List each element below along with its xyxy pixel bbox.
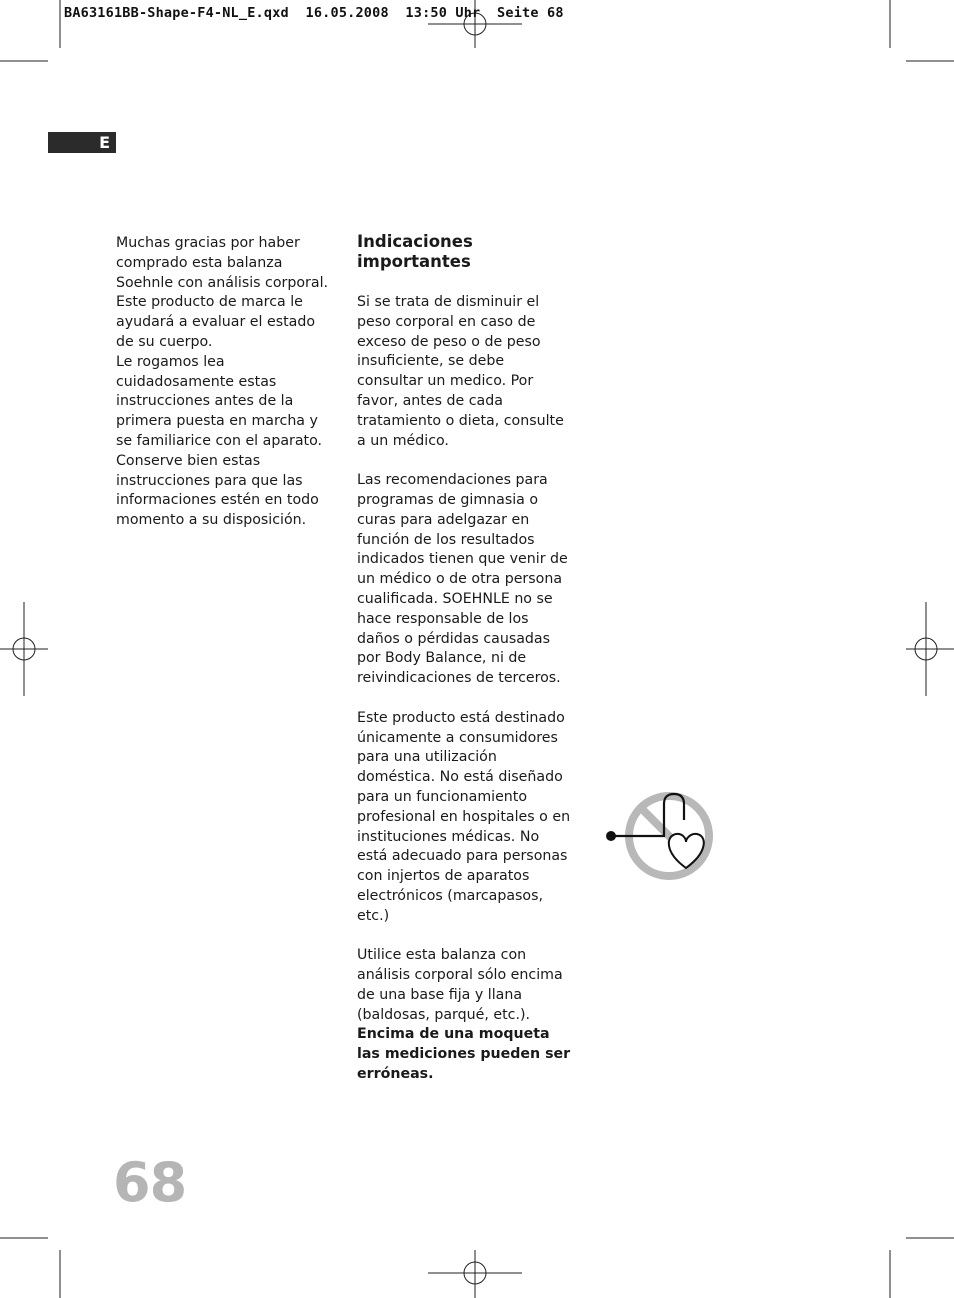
print-slug-line: BA63161BB-Shape-F4-NL_E.qxd 16.05.2008 13:50 Uhr Seite 68: [64, 5, 564, 21]
intro-paragraph: Le rogamos lea cuidadosamente estas instrucciones antes de la primera puesta en marcha y se familiarice con el aparato.: [116, 353, 323, 449]
intro-paragraph: Muchas gracias por haber comprado esta balanza Soehnle con análisis corporal.: [116, 235, 329, 291]
notes-paragraph: Este producto está destinado únicamente a consumidores para una utilización doméstica. No está diseñado para un funcionamiento profesional en hospitales o en instituciones médicas. No está adecuado para personas con injertos de aparatos electrónicos (marcapasos, etc.): [357, 709, 571, 924]
intro-paragraph: Este producto de marca le ayudará a evaluar el estado de su cuerpo.: [116, 294, 316, 350]
notes-paragraph: Si se trata de disminuir el peso corporal en caso de exceso de peso o de peso insuficiente, se debe consultar un medico. Por favor, antes de cada tratamiento o dieta, consulte a un médico.: [357, 294, 564, 449]
notes-paragraph: Las recomendaciones para programas de gimnasia o curas para adelgazar en función de los resultados indicados tienen que venir de un médico o de otra persona cualificada. SOEHNLE no se hace responsable de los daños o pérdidas causadas por Body Balance, ni de reivindicaciones de terceros.: [357, 472, 568, 687]
page-number: 68: [113, 1151, 187, 1214]
carpet-warning: Encima de una moqueta las mediciones pueden ser erróneas.: [357, 1026, 571, 1083]
notes-paragraph: Utilice esta balanza con análisis corporal sólo encima de una base fija y llana (baldosas, parqué, etc.).: [357, 947, 563, 1023]
no-pacemaker-icon: [600, 786, 720, 886]
intro-paragraph: Conserve bien estas instrucciones para que las informaciones estén en todo momento a su disposición.: [116, 452, 319, 529]
language-tab: E: [48, 132, 116, 153]
intro-column: [116, 234, 336, 531]
important-notes-column: [357, 232, 573, 1085]
section-heading: Indicaciones importantes: [357, 232, 473, 271]
